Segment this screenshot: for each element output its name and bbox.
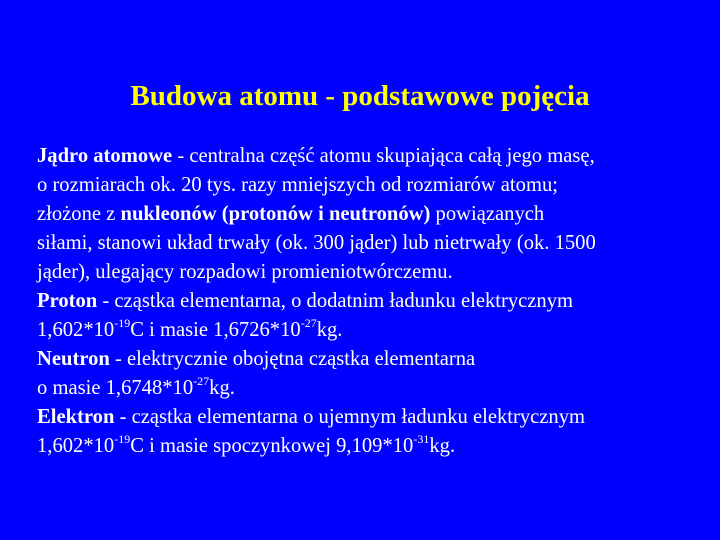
term-bold: Jądro atomowe <box>37 145 173 167</box>
text-line <box>37 287 707 316</box>
text-line <box>37 229 707 258</box>
text-segment: powiązanych <box>430 203 545 225</box>
text-segment: - elektrycznie obojętna cząstka elementarna <box>109 348 476 370</box>
text-segment: - cząstka elementarna o ujemnym ładunku elektrycznym <box>114 406 586 428</box>
term-bold: nukleonów (protonów i neutronów) <box>120 203 431 225</box>
text-segment: C i masie spoczynkowej 9,109*10 <box>130 435 414 457</box>
text-segment: kg. <box>429 435 456 457</box>
exponent: -27 <box>300 316 317 330</box>
exponent: -31 <box>413 432 430 446</box>
term-bold: Elektron <box>37 406 115 428</box>
text-line <box>37 403 707 432</box>
text-segment: kg. <box>316 319 343 341</box>
text-segment: C i masie 1,6726*10 <box>130 319 301 341</box>
text-segment: - cząstka elementarna, o dodatnim ładunku elektrycznym <box>97 290 574 312</box>
text-line <box>37 345 707 374</box>
text-line <box>37 142 707 171</box>
text-segment: jąder), ulegający rozpadowi promieniotwórczemu. <box>37 261 453 283</box>
text-line <box>37 258 707 287</box>
term-bold: Neutron <box>37 348 110 370</box>
slide-title: Budowa atomu - podstawowe pojęcia <box>130 80 590 112</box>
term-bold: Proton <box>37 290 98 312</box>
slide-body <box>37 142 707 461</box>
text-segment: kg. <box>209 377 235 399</box>
text-line <box>37 374 707 403</box>
text-segment: o masie 1,6748*10 <box>37 377 194 399</box>
exponent: -27 <box>193 374 210 388</box>
text-segment: o rozmiarach ok. 20 tys. razy mniejszych od rozmiarów atomu; <box>37 174 558 196</box>
text-segment: złożone z <box>37 203 121 225</box>
text-line <box>37 171 707 200</box>
text-line <box>37 316 707 345</box>
text-segment: 1,602*10 <box>37 435 115 457</box>
text-line <box>37 432 707 461</box>
exponent: -19 <box>114 432 131 446</box>
text-segment: 1,602*10 <box>37 319 115 341</box>
text-segment: - centralna część atomu skupiająca całą jego masę, <box>172 145 595 167</box>
text-segment: siłami, stanowi układ trwały (ok. 300 jąder) lub nietrwały (ok. 1500 <box>37 232 596 254</box>
exponent: -19 <box>114 316 131 330</box>
text-line <box>37 200 707 229</box>
